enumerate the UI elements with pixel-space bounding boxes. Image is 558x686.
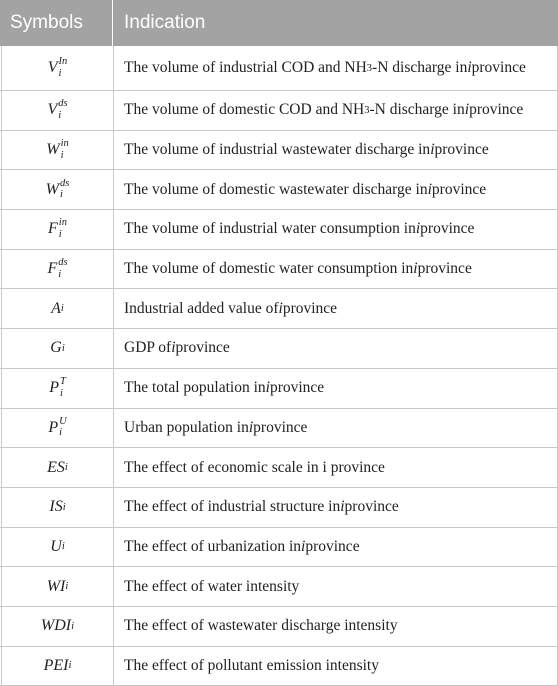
symbol-base: WDI — [40, 617, 72, 635]
symbol-base: W — [46, 141, 60, 159]
symbol-superscript: ds — [59, 177, 70, 189]
symbol-superscript: U — [59, 415, 67, 427]
indication-text: province — [417, 260, 472, 278]
indication-cell — [124, 369, 552, 408]
table-row — [0, 170, 558, 210]
indication-italic: i — [430, 141, 435, 159]
table-row — [0, 448, 558, 488]
indication-cell — [124, 488, 552, 527]
symbol-subscript: i — [68, 660, 72, 672]
indication-text: province — [420, 220, 475, 238]
symbol-subscript: i — [65, 581, 69, 593]
indication-italic: i — [464, 101, 470, 119]
indication-text: province — [344, 498, 399, 516]
indication-text: The effect of water intensity — [124, 577, 300, 595]
symbol-base: V — [47, 101, 58, 119]
indication-text: Urban population in — [124, 418, 249, 436]
symbol-subscript: i — [61, 541, 65, 553]
table-row — [0, 91, 558, 131]
table-row — [0, 488, 558, 528]
indication-cell — [124, 210, 552, 249]
indication-cell — [124, 170, 552, 209]
indication-text: province — [282, 299, 338, 317]
indication-text: The effect of pollutant emission intensity — [124, 656, 379, 674]
symbol-cell — [1, 329, 114, 368]
table-row — [0, 369, 558, 409]
symbol-cell — [1, 289, 114, 328]
indication-italic: i — [265, 379, 270, 397]
symbol-cell — [1, 131, 114, 170]
indication-italic: i — [340, 498, 345, 516]
indication-text: -N discharge in — [369, 101, 465, 119]
header-divider — [112, 0, 113, 46]
table-row — [0, 409, 558, 449]
symbol-base: F — [47, 260, 58, 278]
table-row — [0, 131, 558, 171]
indication-text: The effect of industrial structure in — [124, 498, 341, 516]
indication-text: province — [434, 141, 489, 159]
symbol-subscript: i — [62, 501, 66, 513]
indication-italic: i — [413, 260, 418, 278]
indication-cell — [124, 250, 552, 289]
indication-cell — [124, 647, 552, 686]
table-row — [0, 528, 558, 568]
symbol-base: P — [48, 418, 59, 436]
indication-text: province — [269, 379, 325, 397]
indication-subscript: 3 — [364, 104, 370, 116]
indication-italic: i — [301, 537, 306, 555]
symbol-cell — [1, 567, 114, 606]
indication-text: The effect of wastewater discharge intensity — [124, 617, 398, 635]
symbol-base: G — [50, 339, 62, 357]
indication-text: The volume of industrial COD and NH — [124, 59, 367, 76]
indication-italic: i — [467, 59, 472, 76]
indication-text: The effect of urbanization in — [124, 537, 302, 555]
indication-italic: i — [278, 299, 283, 317]
symbol-subscript: i — [58, 67, 62, 79]
symbol-base: A — [51, 299, 61, 317]
indication-text: The volume of domestic wastewater discharge in — [124, 180, 428, 198]
symbol-cell — [1, 647, 114, 686]
indication-subscript: 3 — [366, 62, 373, 74]
indication-text: GDP of — [124, 339, 172, 357]
indication-text: province — [175, 339, 230, 357]
symbol-subscript: i — [58, 228, 62, 240]
header-indication: Indication — [124, 12, 206, 33]
symbol-superscript: in — [60, 138, 69, 150]
symbol-base: P — [49, 379, 59, 397]
symbol-cell — [1, 369, 114, 408]
indication-cell — [124, 409, 552, 448]
symbol-cell — [1, 409, 114, 448]
indication-cell — [124, 91, 552, 130]
symbol-superscript: ds — [58, 257, 68, 269]
symbol-superscript: In — [58, 56, 68, 67]
symbol-base: ES — [47, 458, 65, 476]
symbol-superscript: in — [58, 217, 67, 229]
indication-cell — [124, 131, 552, 170]
symbol-cell — [1, 170, 114, 209]
symbol-cell — [1, 250, 114, 289]
symbol-subscript: i — [60, 149, 64, 161]
table-row — [0, 46, 558, 91]
indication-text: province — [253, 418, 308, 436]
indication-italic: i — [415, 220, 421, 238]
symbol-base: V — [47, 59, 58, 76]
indication-text: Industrial added value of — [124, 299, 279, 317]
indication-italic: i — [248, 418, 254, 436]
table-row — [0, 567, 558, 607]
indication-cell — [124, 46, 552, 90]
indication-cell — [124, 567, 552, 606]
indication-text: The volume of domestic water consumption in — [124, 260, 414, 278]
indication-text: province — [431, 180, 487, 198]
indication-text: The volume of domestic COD and NH — [124, 101, 365, 119]
table-row — [0, 329, 558, 369]
symbol-base: W — [45, 180, 59, 198]
table-body — [0, 46, 558, 686]
symbol-cell — [1, 46, 114, 90]
indication-cell — [124, 528, 552, 567]
symbol-cell — [1, 210, 114, 249]
symbol-subscript: i — [59, 427, 63, 439]
symbol-cell — [1, 528, 114, 567]
symbol-subscript: i — [61, 342, 65, 354]
indication-italic: i — [427, 180, 432, 198]
indication-cell — [124, 289, 552, 328]
indication-cell — [124, 329, 552, 368]
symbol-base: IS — [49, 498, 63, 516]
symbol-cell — [1, 448, 114, 487]
table-header — [0, 0, 558, 46]
indication-cell — [124, 607, 552, 646]
symbol-base: WI — [46, 577, 66, 595]
indication-text: province — [469, 101, 524, 119]
symbol-base: U — [50, 537, 62, 555]
symbol-superscript: T — [59, 376, 66, 388]
table-row — [0, 250, 558, 290]
indication-text: -N discharge in — [372, 59, 468, 76]
indication-text: province — [471, 59, 526, 76]
table-row — [0, 210, 558, 250]
symbol-subscript: i — [58, 268, 62, 280]
indication-cell — [124, 448, 552, 487]
indication-italic: i — [171, 339, 176, 357]
header-symbols: Symbols — [10, 12, 83, 33]
indication-text: The volume of industrial wastewater discharge in — [124, 141, 431, 159]
indication-text: The effect of economic scale in i province — [124, 458, 385, 476]
table-row — [0, 647, 558, 686]
indication-text: The total population in — [124, 379, 266, 397]
symbol-cell — [1, 91, 114, 130]
symbol-base: F — [48, 220, 58, 238]
symbol-subscript: i — [71, 620, 75, 632]
symbol-subscript: i — [59, 189, 63, 201]
symbol-subscript: i — [59, 387, 63, 399]
symbol-base: PEI — [43, 656, 69, 674]
symbol-subscript: i — [58, 109, 62, 121]
symbol-cell — [1, 488, 114, 527]
indication-text: province — [305, 537, 360, 555]
symbol-subscript: i — [60, 303, 64, 315]
symbol-subscript: i — [64, 462, 68, 474]
indication-text: The volume of industrial water consumption in — [124, 220, 416, 238]
table-row — [0, 289, 558, 329]
symbol-cell — [1, 607, 114, 646]
symbol-superscript: ds — [58, 98, 68, 110]
table-row — [0, 607, 558, 647]
